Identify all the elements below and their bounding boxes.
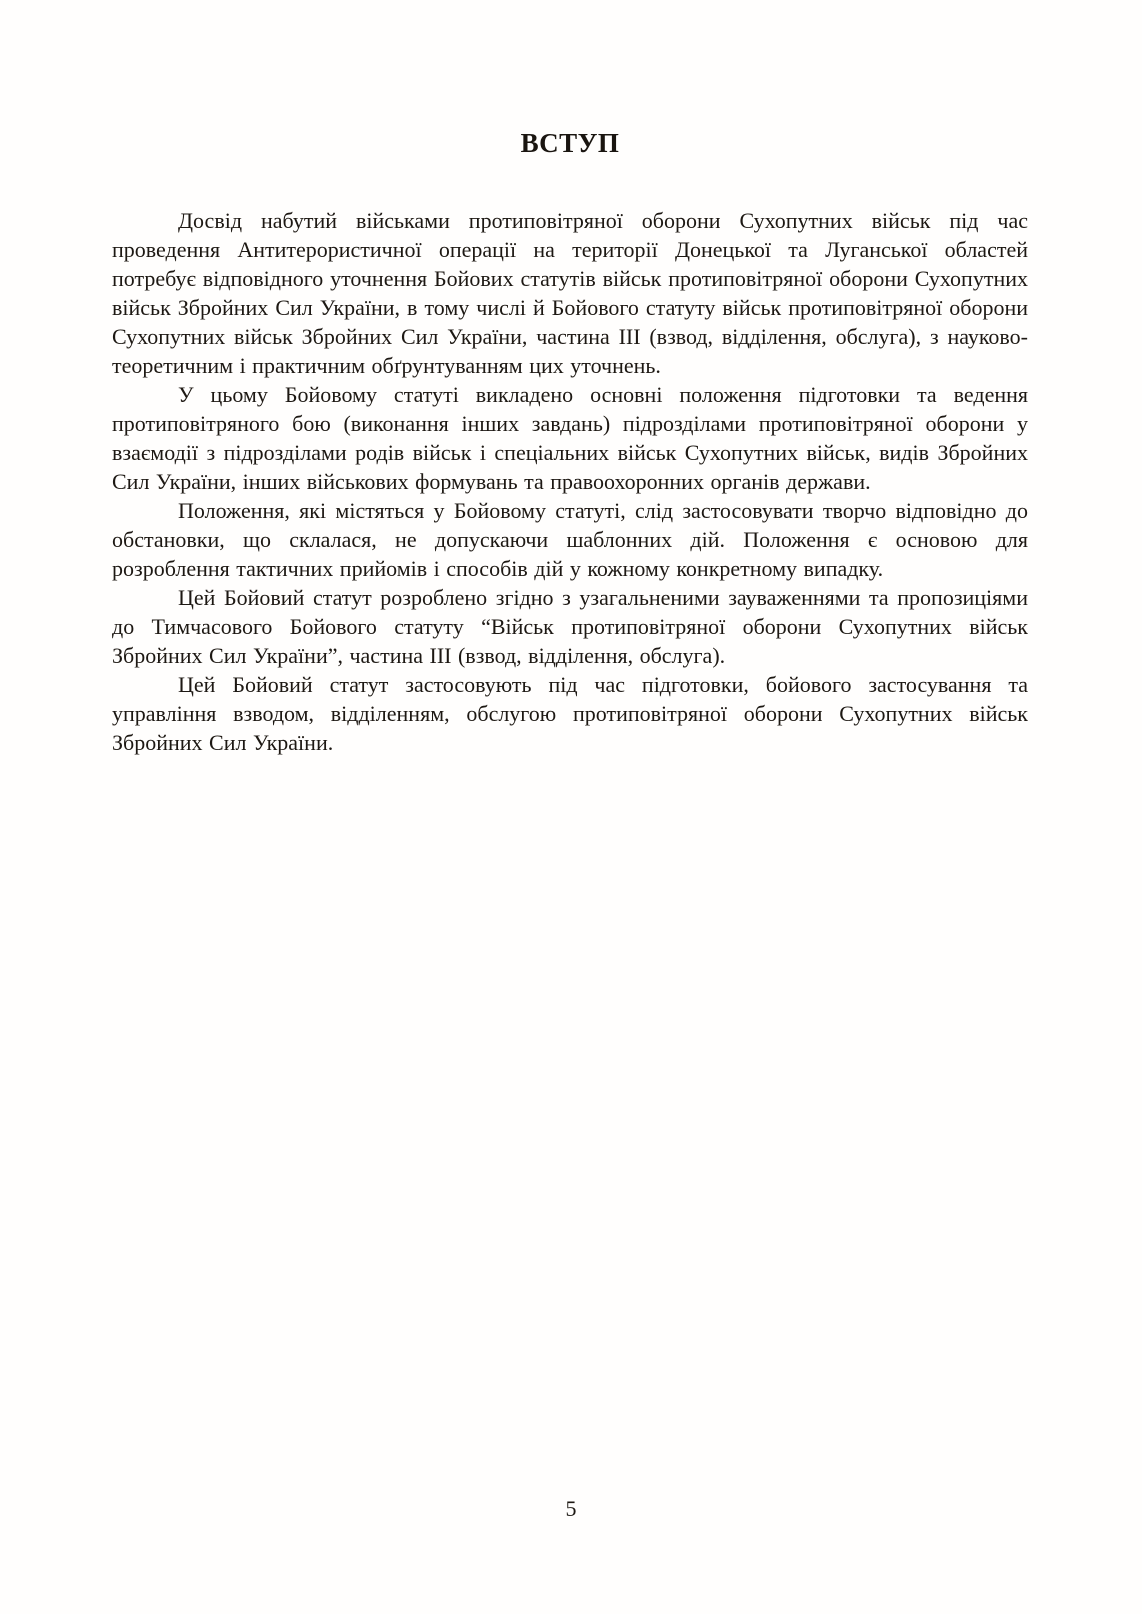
page-number: 5 (565, 1496, 577, 1521)
paragraph: Цей Бойовий статут застосовують під час підготовки, бойового застосування та управління взводом, відділенням, обслугою протиповітряної оборони Сухопутних військ Збройних Сил України. (112, 672, 1028, 755)
paragraph: Положення, які містяться у Бойовому статуті, слід застосовувати творчо відповідно до обстановки, що склалася, не допускаючи шаблонних дій. Положення є основою для розроблення тактичних прийомів і способів дій у кожному конкретному випадку. (112, 498, 1028, 581)
page-title: ВСТУП (520, 128, 620, 158)
paragraph: У цьому Бойовому статуті викладено основні положення підготовки та ведення протиповітряного бою (виконання інших завдань) підрозділами протиповітряної оборони у взаємодії з підрозділами родів військ і спеціальних військ Сухопутних військ, видів Збройних Сил України, інших військових формувань та правоохоронних органів держави. (112, 382, 1028, 494)
paragraph: Досвід набутий військами протиповітряної оборони Сухопутних військ під час проведення Антитерористичної операції на території Донецької та Луганської областей потребує відповідного уточнення Бойових статутів військ протиповітряної оборони Сухопутних військ Збройних Сил України, в тому числі й Бойового статуту військ протиповітряної оборони Сухопутних військ Збройних Сил України, частина III (взвод, відділення, обслуга), з науково-теоретичним і практичним обґрунтуванням цих уточнень. (112, 208, 1028, 378)
paragraph: Цей Бойовий статут розроблено згідно з узагальненими зауваженнями та пропозиціями до Тимчасового Бойового статуту “Військ протиповітряної оборони Сухопутних військ Збройних Сил України”, частина III (взвод, відділення, обслуга). (112, 585, 1028, 668)
document-body (112, 206, 1028, 757)
